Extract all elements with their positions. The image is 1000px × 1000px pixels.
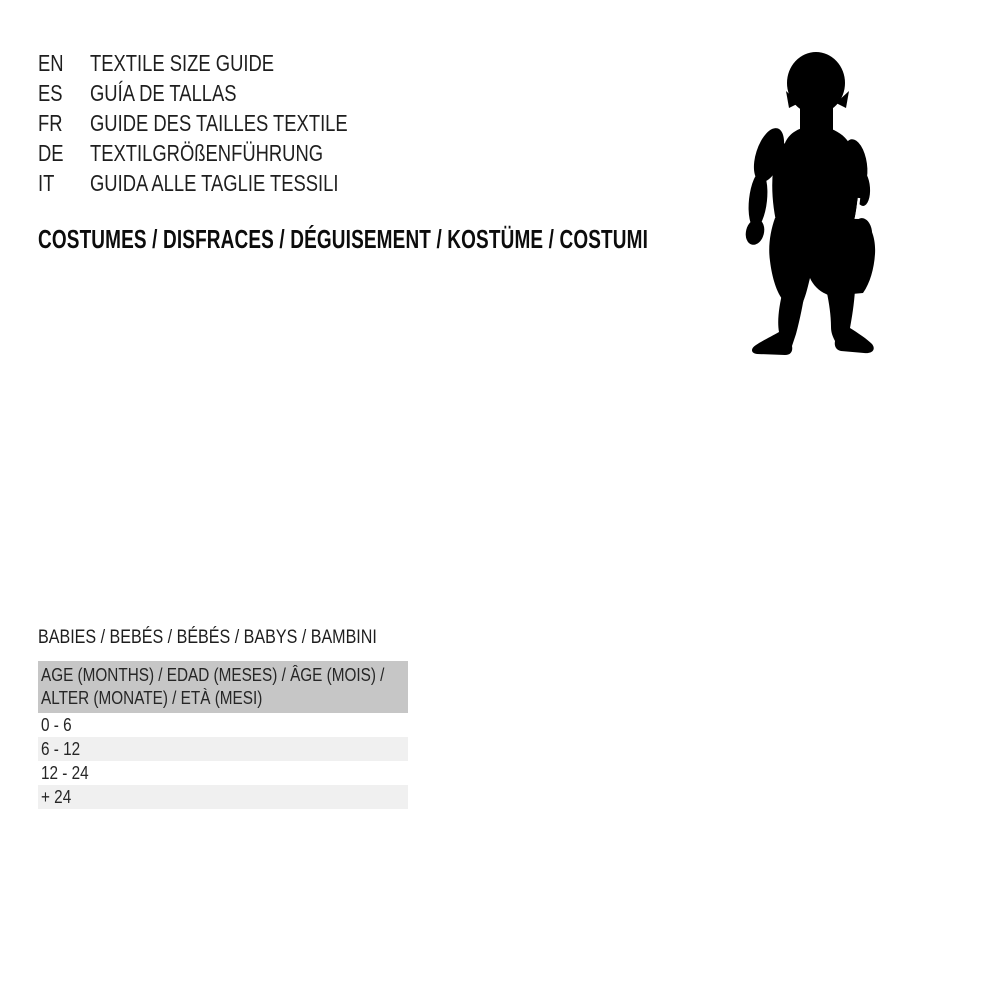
age-size-table	[38, 661, 408, 809]
language-row	[38, 78, 412, 108]
baby-silhouette-icon	[745, 50, 905, 365]
category-heading: COSTUMES / DISFRACES / DÉGUISEMENT / KOSTÜME / COSTUMI	[38, 224, 649, 254]
language-title-list	[38, 48, 412, 198]
language-label: GUIDA ALLE TAGLIE TESSILI	[90, 170, 339, 196]
table-header-line: AGE (MONTHS) / EDAD (MESES) / ÂGE (MOIS) /	[41, 665, 385, 685]
language-label: TEXTILE SIZE GUIDE	[90, 50, 275, 76]
age-range-value: 0 - 6	[41, 715, 72, 735]
age-range-value: 12 - 24	[41, 763, 89, 783]
language-row	[38, 168, 412, 198]
table-row	[38, 785, 408, 809]
language-code: FR	[38, 110, 63, 136]
language-row	[38, 48, 412, 78]
language-label: GUÍA DE TALLAS	[90, 80, 237, 106]
table-header-line: ALTER (MONATE) / ETÀ (MESI)	[41, 688, 263, 708]
table-header	[38, 661, 408, 713]
table-row	[38, 761, 408, 785]
language-label: TEXTILGRÖßENFÜHRUNG	[90, 140, 324, 166]
language-code: EN	[38, 50, 64, 76]
age-range-value: 6 - 12	[41, 739, 81, 759]
language-code: IT	[38, 170, 55, 196]
baby-silhouette-image	[745, 50, 905, 365]
language-code: ES	[38, 80, 63, 106]
language-code: DE	[38, 140, 64, 166]
table-row	[38, 713, 408, 737]
language-label: GUIDE DES TAILLES TEXTILE	[90, 110, 348, 136]
language-row	[38, 108, 412, 138]
language-row	[38, 138, 412, 168]
table-row	[38, 737, 408, 761]
table-section-title: BABIES / BEBÉS / BÉBÉS / BABYS / BAMBINI	[38, 626, 377, 648]
age-range-value: + 24	[41, 787, 72, 807]
